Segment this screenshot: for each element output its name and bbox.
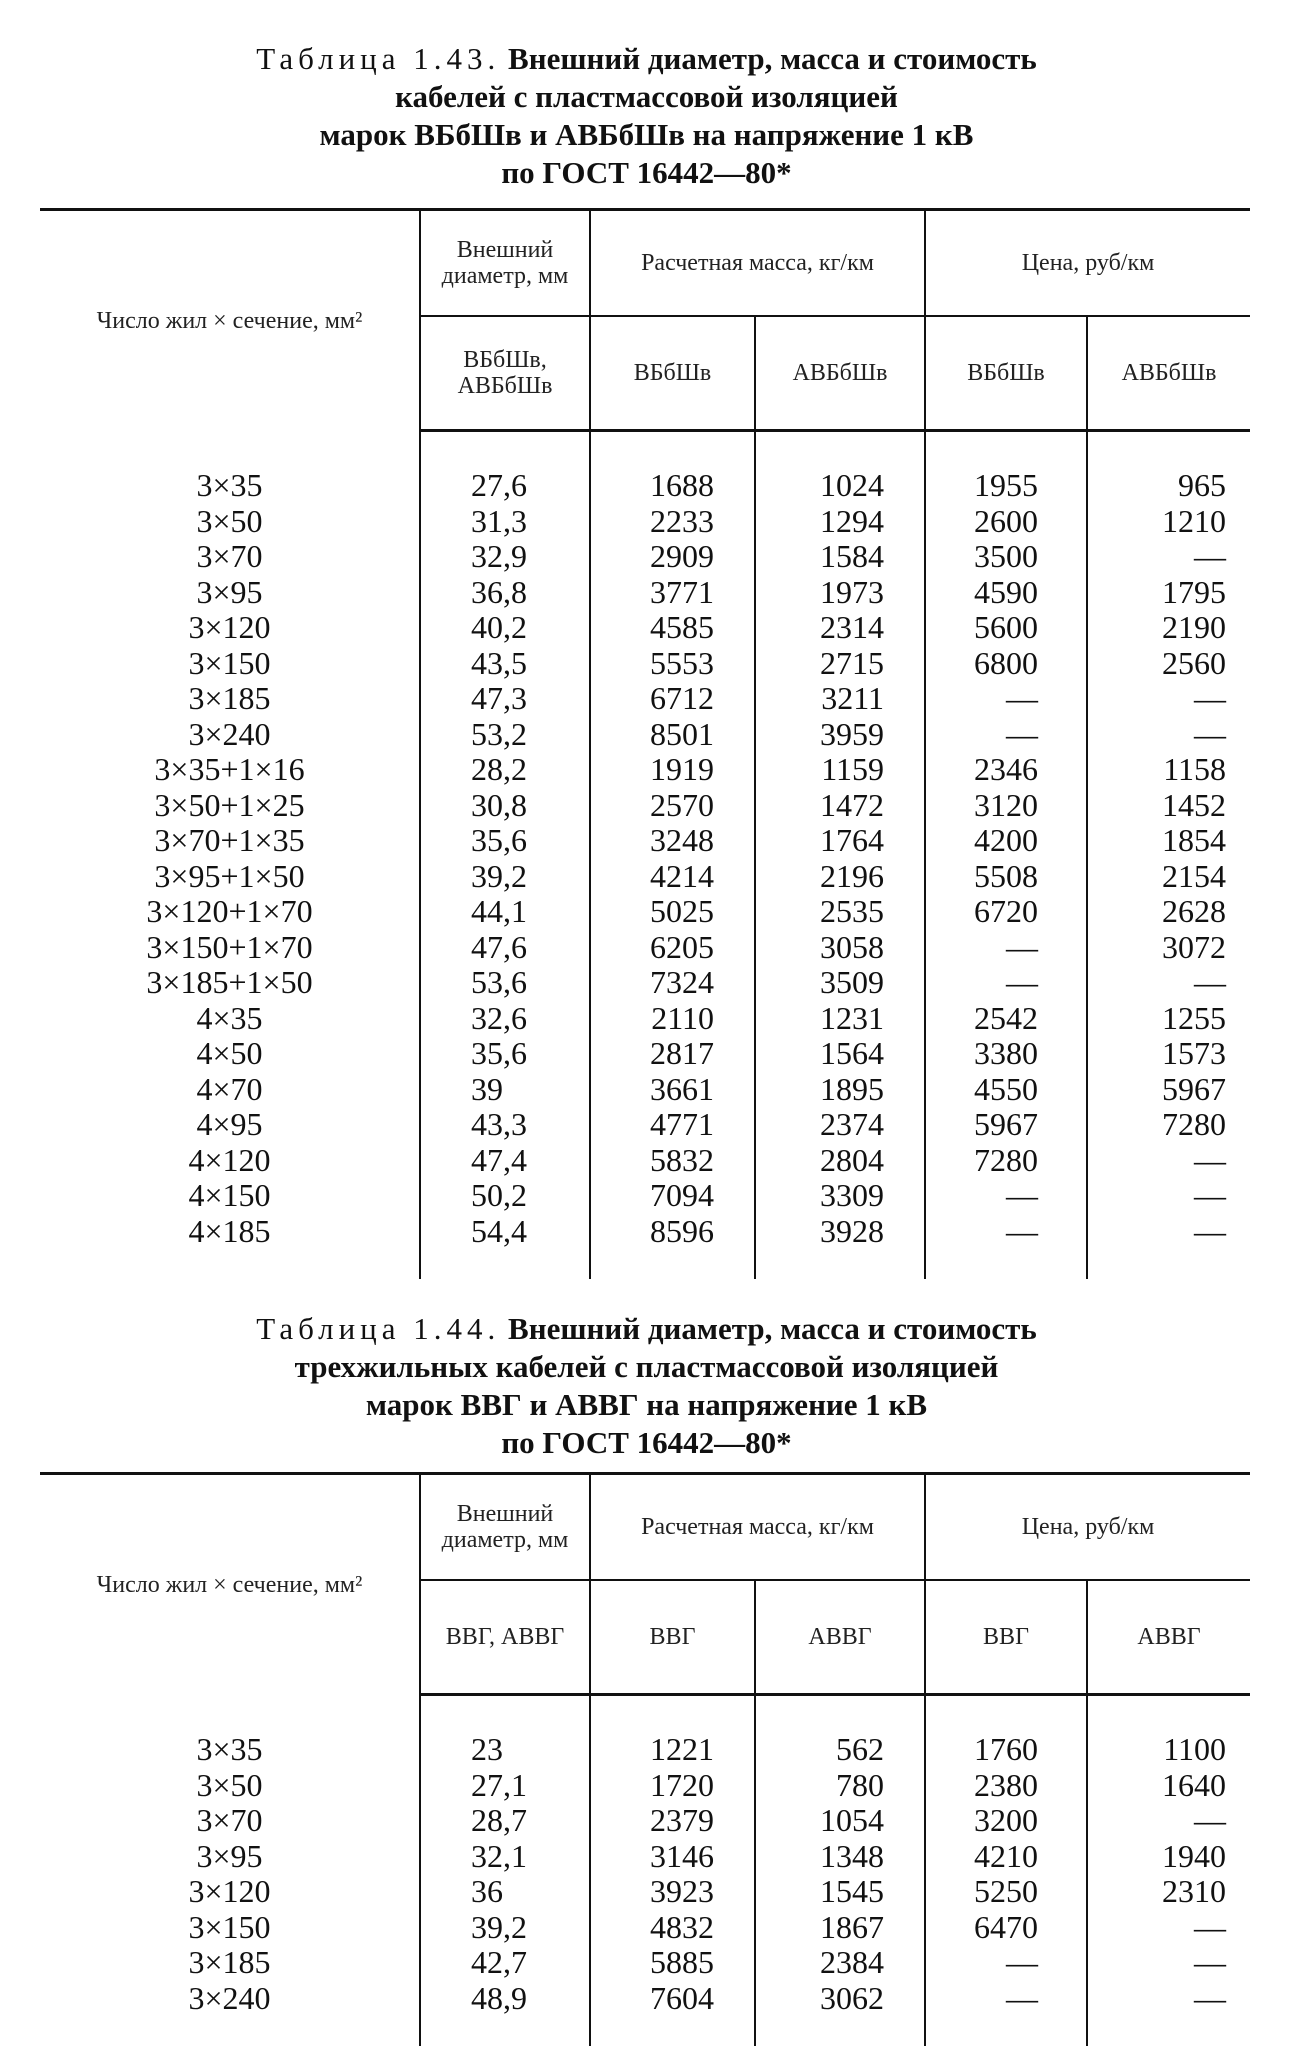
table-row (40, 468, 1250, 504)
cell-price-2: — (1087, 681, 1250, 717)
cell-diameter: 43,3 (420, 1107, 590, 1143)
table-row (40, 859, 1250, 895)
cell-diameter: 35,6 (420, 823, 590, 859)
cell-mass-1: 2379 (590, 1803, 755, 1839)
header-price-sub-1: ВБбШв (925, 316, 1087, 431)
cell-price-1: 1955 (925, 468, 1087, 504)
cell-mass-1: 1919 (590, 752, 755, 788)
cell-price-2: 1100 (1087, 1732, 1250, 1768)
cell-price-1: — (925, 1214, 1087, 1250)
cell-diameter: 39,2 (420, 859, 590, 895)
cell-price-2: 965 (1087, 468, 1250, 504)
cell-mass-1: 4585 (590, 610, 755, 646)
cell-mass-1: 3771 (590, 575, 755, 611)
cell-mass-2: 2314 (755, 610, 925, 646)
cell-mass-1: 4771 (590, 1107, 755, 1143)
cell-price-2: 2190 (1087, 610, 1250, 646)
caption-line-4: по ГОСТ 16442—80* (0, 154, 1293, 192)
cell-mass-2: 3928 (755, 1214, 925, 1250)
header-mass: Расчетная масса, кг/км (590, 210, 925, 317)
cell-price-2: 7280 (1087, 1107, 1250, 1143)
cell-price-1: 4590 (925, 575, 1087, 611)
spacer-cell (755, 2016, 925, 2046)
spacer-cell (420, 1249, 590, 1279)
spacer-row (40, 1695, 1250, 1733)
spacer-cell (925, 2016, 1087, 2046)
cell-mass-2: 3211 (755, 681, 925, 717)
spacer-row (40, 431, 1250, 469)
header-mass-sub-2: АВВГ (755, 1580, 925, 1695)
cell-cores-section: 3×120 (40, 610, 420, 646)
cell-mass-2: 1867 (755, 1910, 925, 1946)
cell-diameter: 47,4 (420, 1143, 590, 1179)
cell-diameter: 53,6 (420, 965, 590, 1001)
cell-cores-section: 3×185+1×50 (40, 965, 420, 1001)
cell-price-2: — (1087, 1178, 1250, 1214)
cell-mass-1: 8501 (590, 717, 755, 753)
cell-diameter: 48,9 (420, 1981, 590, 2017)
spacer-cell (40, 431, 420, 469)
table-row (40, 681, 1250, 717)
cell-price-1: 3380 (925, 1036, 1087, 1072)
caption-line-3: марок ВБбШв и АВБбШв на напряжение 1 кВ (0, 116, 1293, 154)
table-caption (0, 1310, 1293, 1462)
cell-price-1: 3200 (925, 1803, 1087, 1839)
table-row (40, 1214, 1250, 1250)
cell-price-2: — (1087, 1910, 1250, 1946)
table-row (40, 575, 1250, 611)
cell-price-1: 2380 (925, 1768, 1087, 1804)
spacer-cell (420, 431, 590, 469)
cell-price-1: 6470 (925, 1910, 1087, 1946)
cell-price-2: 1795 (1087, 575, 1250, 611)
table-1-44-block (0, 1310, 1293, 1462)
cell-diameter: 35,6 (420, 1036, 590, 1072)
cell-cores-section: 3×70+1×35 (40, 823, 420, 859)
cell-mass-1: 8596 (590, 1214, 755, 1250)
cell-price-1: — (925, 930, 1087, 966)
cell-diameter: 31,3 (420, 504, 590, 540)
cell-diameter: 43,5 (420, 646, 590, 682)
cell-price-1: 5508 (925, 859, 1087, 895)
cell-cores-section: 3×50 (40, 1768, 420, 1804)
cell-price-2: 3072 (1087, 930, 1250, 966)
cell-price-2: — (1087, 539, 1250, 575)
spacer-cell (590, 1249, 755, 1279)
cell-mass-2: 562 (755, 1732, 925, 1768)
header-price: Цена, руб/км (925, 1474, 1250, 1581)
table-row (40, 1036, 1250, 1072)
table-label: Таблица 1.44. (256, 1311, 500, 1346)
table-row (40, 1001, 1250, 1037)
cell-cores-section: 3×120+1×70 (40, 894, 420, 930)
table-row (40, 1107, 1250, 1143)
table-row (40, 1178, 1250, 1214)
spacer-cell (925, 1695, 1087, 1733)
header-mass-sub-2: АВБбШв (755, 316, 925, 431)
cell-price-1: 6720 (925, 894, 1087, 930)
header-diameter-sub: ВБбШв, АВБбШв (420, 316, 590, 431)
cell-price-1: 5967 (925, 1107, 1087, 1143)
cell-mass-1: 4832 (590, 1910, 755, 1946)
cell-mass-2: 780 (755, 1768, 925, 1804)
header-diameter: Внешний диаметр, мм (420, 1474, 590, 1581)
cell-mass-2: 3309 (755, 1178, 925, 1214)
cell-price-1: 4210 (925, 1839, 1087, 1875)
cell-mass-1: 3248 (590, 823, 755, 859)
cell-cores-section: 3×185 (40, 681, 420, 717)
spacer-cell (1087, 1695, 1250, 1733)
cell-price-2: 1210 (1087, 504, 1250, 540)
header-price-sub-1: ВВГ (925, 1580, 1087, 1695)
cell-price-2: — (1087, 1981, 1250, 2017)
table-row (40, 823, 1250, 859)
table-row (40, 1143, 1250, 1179)
cell-cores-section: 4×185 (40, 1214, 420, 1250)
cell-cores-section: 3×50 (40, 504, 420, 540)
cell-price-2: 1573 (1087, 1036, 1250, 1072)
cell-price-2: 2310 (1087, 1874, 1250, 1910)
caption-text-1: Внешний диаметр, масса и стоимость (508, 1311, 1037, 1346)
cell-cores-section: 3×150+1×70 (40, 930, 420, 966)
cell-mass-1: 6712 (590, 681, 755, 717)
table-row (40, 788, 1250, 824)
cell-price-2: — (1087, 1143, 1250, 1179)
table-row (40, 1072, 1250, 1108)
cell-mass-2: 1895 (755, 1072, 925, 1108)
cell-diameter: 32,1 (420, 1839, 590, 1875)
table-row (40, 1910, 1250, 1946)
spacer-cell (590, 431, 755, 469)
cell-mass-1: 3661 (590, 1072, 755, 1108)
cell-mass-1: 2233 (590, 504, 755, 540)
spacer-cell (755, 1249, 925, 1279)
cell-cores-section: 3×120 (40, 1874, 420, 1910)
cell-diameter: 39 (420, 1072, 590, 1108)
cell-cores-section: 3×150 (40, 646, 420, 682)
caption-line-3: марок ВВГ и АВВГ на напряжение 1 кВ (0, 1386, 1293, 1424)
cell-mass-1: 5885 (590, 1945, 755, 1981)
header-diameter: Внешний диаметр, мм (420, 210, 590, 317)
cell-diameter: 47,6 (420, 930, 590, 966)
table-row (40, 930, 1250, 966)
cell-diameter: 36,8 (420, 575, 590, 611)
cell-mass-2: 2384 (755, 1945, 925, 1981)
cell-price-2: — (1087, 965, 1250, 1001)
cell-price-2: 1854 (1087, 823, 1250, 859)
cell-price-1: 4550 (925, 1072, 1087, 1108)
cell-diameter: 28,7 (420, 1803, 590, 1839)
table-row (40, 1874, 1250, 1910)
cell-cores-section: 3×240 (40, 1981, 420, 2017)
cell-price-1: 2542 (925, 1001, 1087, 1037)
cell-mass-2: 1294 (755, 504, 925, 540)
cell-mass-2: 3058 (755, 930, 925, 966)
cell-diameter: 30,8 (420, 788, 590, 824)
cell-mass-1: 2909 (590, 539, 755, 575)
table-row (40, 1803, 1250, 1839)
spacer-cell (40, 1249, 420, 1279)
cell-price-1: — (925, 681, 1087, 717)
cell-mass-1: 2817 (590, 1036, 755, 1072)
cell-mass-2: 1764 (755, 823, 925, 859)
cell-cores-section: 3×150 (40, 1910, 420, 1946)
table-row (40, 539, 1250, 575)
cell-mass-1: 3923 (590, 1874, 755, 1910)
cell-diameter: 54,4 (420, 1214, 590, 1250)
header-mass: Расчетная масса, кг/км (590, 1474, 925, 1581)
table-body (40, 431, 1250, 1280)
cell-diameter: 27,6 (420, 468, 590, 504)
cell-cores-section: 3×70 (40, 1803, 420, 1839)
cell-mass-2: 1564 (755, 1036, 925, 1072)
cell-cores-section: 3×95 (40, 1839, 420, 1875)
cell-mass-2: 3509 (755, 965, 925, 1001)
table-row (40, 894, 1250, 930)
table-row (40, 646, 1250, 682)
cell-diameter: 47,3 (420, 681, 590, 717)
table-row (40, 1839, 1250, 1875)
header-cores-section: Число жил × сечение, мм² (40, 1474, 420, 1695)
cell-diameter: 39,2 (420, 1910, 590, 1946)
table-row (40, 1945, 1250, 1981)
cell-price-1: — (925, 1945, 1087, 1981)
cell-mass-1: 1688 (590, 468, 755, 504)
cell-mass-2: 1159 (755, 752, 925, 788)
header-price: Цена, руб/км (925, 210, 1250, 317)
cell-cores-section: 4×150 (40, 1178, 420, 1214)
header-cores-section: Число жил × сечение, мм² (40, 210, 420, 431)
cell-mass-1: 5025 (590, 894, 755, 930)
cell-price-1: 2346 (925, 752, 1087, 788)
cell-mass-1: 7094 (590, 1178, 755, 1214)
cell-diameter: 53,2 (420, 717, 590, 753)
cell-price-2: 2154 (1087, 859, 1250, 895)
caption-line-1 (0, 1310, 1293, 1348)
cell-cores-section: 3×50+1×25 (40, 788, 420, 824)
cell-cores-section: 4×35 (40, 1001, 420, 1037)
cell-diameter: 50,2 (420, 1178, 590, 1214)
cell-mass-2: 1348 (755, 1839, 925, 1875)
cell-price-1: — (925, 1178, 1087, 1214)
cell-price-1: 7280 (925, 1143, 1087, 1179)
cell-cores-section: 3×35 (40, 1732, 420, 1768)
cell-mass-1: 1720 (590, 1768, 755, 1804)
cell-mass-2: 2804 (755, 1143, 925, 1179)
table-row (40, 504, 1250, 540)
cell-price-2: 2628 (1087, 894, 1250, 930)
cell-cores-section: 3×185 (40, 1945, 420, 1981)
caption-line-1 (0, 40, 1293, 78)
cell-diameter: 28,2 (420, 752, 590, 788)
cell-mass-1: 4214 (590, 859, 755, 895)
cell-mass-1: 7604 (590, 1981, 755, 2017)
cell-price-2: 1158 (1087, 752, 1250, 788)
cell-price-1: — (925, 1981, 1087, 2017)
cell-mass-2: 1231 (755, 1001, 925, 1037)
spacer-cell (590, 1695, 755, 1733)
cell-diameter: 32,9 (420, 539, 590, 575)
spacer-cell (1087, 1249, 1250, 1279)
table-label: Таблица 1.43. (256, 41, 500, 76)
spacer-cell (420, 1695, 590, 1733)
cell-diameter: 27,1 (420, 1768, 590, 1804)
cell-price-1: 3120 (925, 788, 1087, 824)
header-price-sub-2: АВВГ (1087, 1580, 1250, 1695)
spacer-cell (925, 1249, 1087, 1279)
cell-price-2: 1940 (1087, 1839, 1250, 1875)
cell-price-2: 2560 (1087, 646, 1250, 682)
cell-mass-2: 2535 (755, 894, 925, 930)
cell-price-2: 5967 (1087, 1072, 1250, 1108)
cell-price-1: — (925, 965, 1087, 1001)
cell-mass-1: 6205 (590, 930, 755, 966)
cell-mass-2: 1054 (755, 1803, 925, 1839)
cell-cores-section: 4×95 (40, 1107, 420, 1143)
cell-diameter: 23 (420, 1732, 590, 1768)
cell-price-1: 5250 (925, 1874, 1087, 1910)
table-caption (0, 40, 1293, 192)
cell-mass-2: 2374 (755, 1107, 925, 1143)
cell-cores-section: 3×35+1×16 (40, 752, 420, 788)
cell-mass-2: 1472 (755, 788, 925, 824)
cell-mass-2: 3959 (755, 717, 925, 753)
spacer-cell (755, 431, 925, 469)
cell-mass-1: 1221 (590, 1732, 755, 1768)
cell-mass-1: 5553 (590, 646, 755, 682)
cell-diameter: 44,1 (420, 894, 590, 930)
cell-diameter: 32,6 (420, 1001, 590, 1037)
cell-price-2: — (1087, 1803, 1250, 1839)
cell-mass-1: 2110 (590, 1001, 755, 1037)
cell-mass-2: 1024 (755, 468, 925, 504)
cell-cores-section: 4×70 (40, 1072, 420, 1108)
spacer-cell (40, 1695, 420, 1733)
cell-price-1: 5600 (925, 610, 1087, 646)
cell-diameter: 40,2 (420, 610, 590, 646)
cell-cores-section: 3×240 (40, 717, 420, 753)
cell-price-1: 4200 (925, 823, 1087, 859)
spacer-row (40, 2016, 1250, 2046)
cell-price-2: — (1087, 1945, 1250, 1981)
cell-cores-section: 4×120 (40, 1143, 420, 1179)
cable-table (40, 1472, 1250, 2046)
table-row (40, 717, 1250, 753)
cell-price-2: — (1087, 717, 1250, 753)
table-row (40, 1768, 1250, 1804)
caption-line-2: трехжильных кабелей с пластмассовой изоляцией (0, 1348, 1293, 1386)
caption-line-2: кабелей с пластмассовой изоляцией (0, 78, 1293, 116)
spacer-cell (40, 2016, 420, 2046)
cell-price-2: 1255 (1087, 1001, 1250, 1037)
spacer-cell (420, 2016, 590, 2046)
spacer-cell (1087, 2016, 1250, 2046)
table-row (40, 752, 1250, 788)
cell-mass-1: 7324 (590, 965, 755, 1001)
header-diameter-sub: ВВГ, АВВГ (420, 1580, 590, 1695)
header-price-sub-2: АВБбШв (1087, 316, 1250, 431)
header-mass-sub-1: ВВГ (590, 1580, 755, 1695)
cell-price-2: 1640 (1087, 1768, 1250, 1804)
cell-mass-1: 5832 (590, 1143, 755, 1179)
table-1-43-block (0, 40, 1293, 192)
cell-mass-1: 2570 (590, 788, 755, 824)
cell-mass-2: 2196 (755, 859, 925, 895)
caption-line-4: по ГОСТ 16442—80* (0, 1424, 1293, 1462)
spacer-cell (925, 431, 1087, 469)
cable-table (40, 208, 1250, 1279)
cell-mass-2: 1584 (755, 539, 925, 575)
cell-price-2: — (1087, 1214, 1250, 1250)
cell-price-1: 6800 (925, 646, 1087, 682)
spacer-cell (755, 1695, 925, 1733)
table-row (40, 610, 1250, 646)
cell-cores-section: 3×70 (40, 539, 420, 575)
table-row (40, 1981, 1250, 2017)
cell-mass-2: 1973 (755, 575, 925, 611)
cell-price-1: 2600 (925, 504, 1087, 540)
spacer-cell (590, 2016, 755, 2046)
caption-text-1: Внешний диаметр, масса и стоимость (508, 41, 1037, 76)
cell-price-1: 1760 (925, 1732, 1087, 1768)
header-mass-sub-1: ВБбШв (590, 316, 755, 431)
cell-cores-section: 3×35 (40, 468, 420, 504)
cell-mass-1: 3146 (590, 1839, 755, 1875)
spacer-cell (1087, 431, 1250, 469)
cell-cores-section: 3×95 (40, 575, 420, 611)
cell-mass-2: 3062 (755, 1981, 925, 2017)
cell-diameter: 42,7 (420, 1945, 590, 1981)
spacer-row (40, 1249, 1250, 1279)
cell-mass-2: 1545 (755, 1874, 925, 1910)
table-row (40, 1732, 1250, 1768)
cell-diameter: 36 (420, 1874, 590, 1910)
table-body (40, 1695, 1250, 2046)
table-row (40, 965, 1250, 1001)
cell-cores-section: 3×95+1×50 (40, 859, 420, 895)
cell-price-1: — (925, 717, 1087, 753)
cell-cores-section: 4×50 (40, 1036, 420, 1072)
cell-mass-2: 2715 (755, 646, 925, 682)
cell-price-2: 1452 (1087, 788, 1250, 824)
cell-price-1: 3500 (925, 539, 1087, 575)
